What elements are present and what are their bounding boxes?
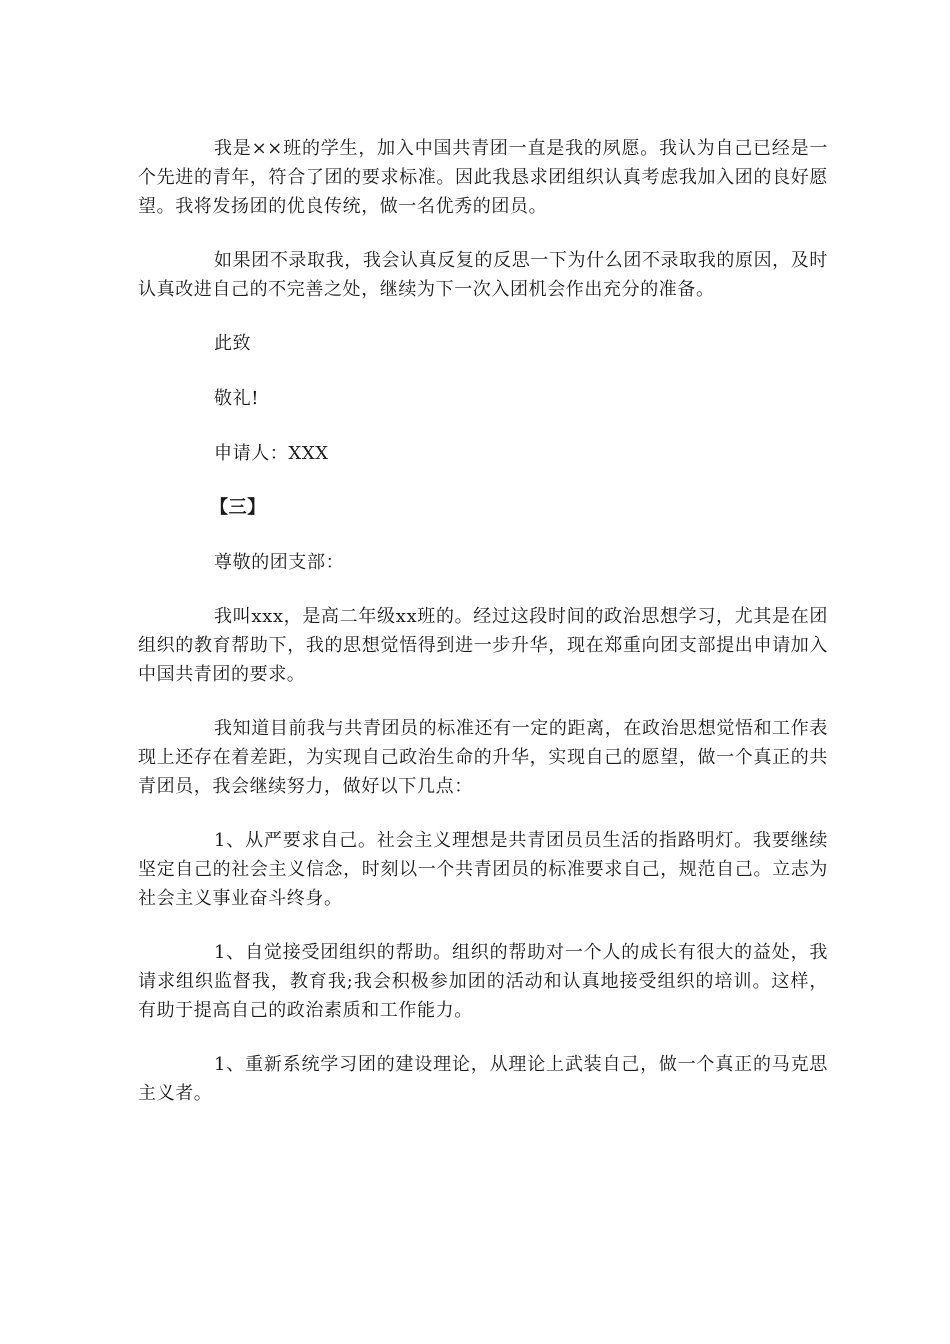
paragraph-2: 如果团不录取我，我会认真反复的反思一下为什么团不录取我的原因，及时认真改进自己的不完善之处，继续为下一次入团机会作出充分的准备。: [138, 250, 828, 300]
signature-line: 申请人：XXX: [214, 443, 329, 464]
document-body: [138, 134, 828, 1108]
paragraph-5: 1、从严要求自己。社会主义理想是共青团员员生活的指路明灯。我要继续坚定自己的社会主义信念，时刻以一个共青团员的标准要求自己，规范自己。立志为社会主义事业奋斗终身。: [138, 830, 828, 909]
paragraph-7: 1、重新系统学习团的建设理论，从理论上武装自己，做一个真正的马克思主义者。: [138, 1054, 828, 1104]
paragraph-1: 我是××班的学生，加入中国共青团一直是我的夙愿。我认为自己已经是一个先进的青年，符合了团的要求标准。因此我恳求团组织认真考虑我加入团的良好愿望。我将发扬团的优良传统，做一名优秀的团员。: [138, 138, 828, 217]
paragraph-4: 我知道目前我与共青团员的标准还有一定的距离，在政治思想觉悟和工作表现上还存在着差距，为实现自己政治生命的升华，实现自己的愿望，做一个真正的共青团员，我会继续努力，做好以下几点：: [138, 718, 828, 797]
section-heading: 【三】: [210, 497, 266, 518]
paragraph-3: 我叫xxx，是高二年级xx班的。经过这段时间的政治思想学习，尤其是在团组织的教育帮助下，我的思想觉悟得到进一步升华，现在郑重向团支部提出申请加入中国共青团的要求。: [138, 606, 828, 685]
paragraph-6: 1、自觉接受团组织的帮助。组织的帮助对一个人的成长有很大的益处，我请求组织监督我，教育我;我会积极参加团的活动和认真地接受组织的培训。这样，有助于提高自己的政治素质和工作能力。: [138, 942, 828, 1021]
closing-line-1: 此致: [214, 333, 252, 354]
salutation: 尊敬的团支部：: [214, 552, 345, 573]
closing-line-2: 敬礼!: [214, 388, 260, 409]
